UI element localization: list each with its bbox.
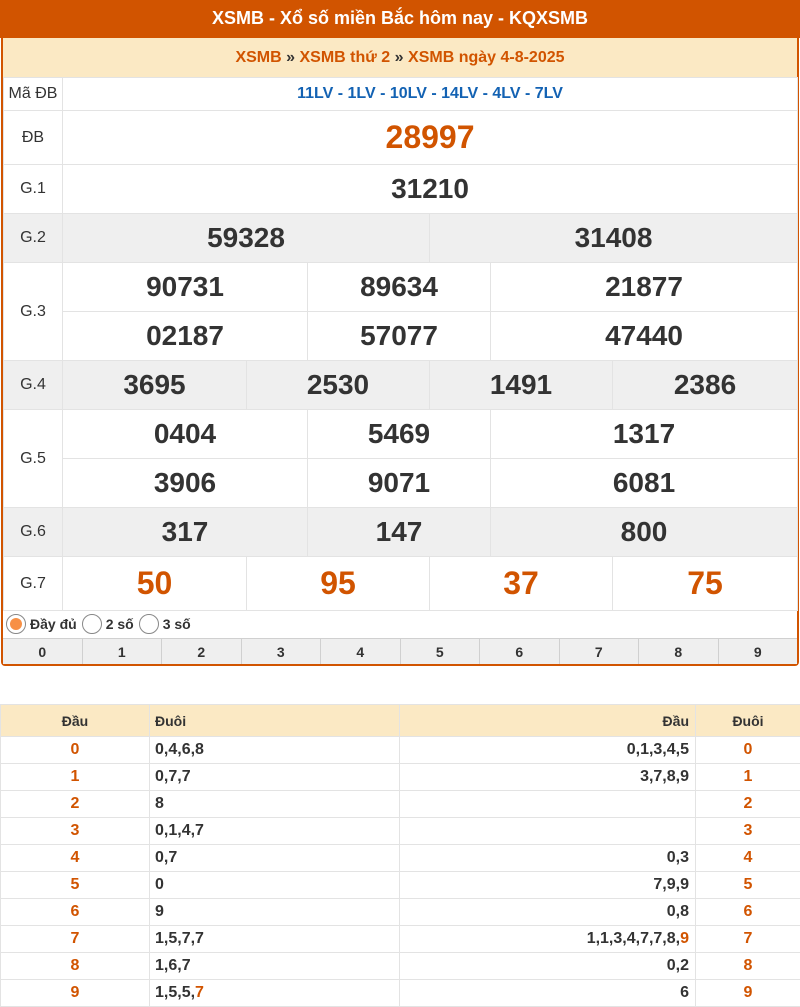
table-row bbox=[1, 980, 800, 1007]
dau-text: 7,9,9 bbox=[653, 876, 689, 893]
breadcrumb-xsmb-thu2[interactable]: XSMB thứ 2 bbox=[300, 49, 391, 66]
duoi-text: 0,7 bbox=[155, 849, 177, 866]
duoi-values bbox=[150, 737, 400, 764]
dau-text: 0,8 bbox=[667, 903, 689, 920]
option-2-digits-label: 2 số bbox=[106, 616, 134, 632]
duoi-text: 1,5,5, bbox=[155, 984, 195, 1001]
breadcrumb-xsmb-date[interactable]: XSMB ngày 4-8-2025 bbox=[408, 49, 565, 66]
duoi-cell: 7 bbox=[696, 926, 800, 953]
prize-g6: 317 bbox=[63, 508, 308, 557]
ma-db-value: 11LV - 1LV - 10LV - 14LV - 4LV - 7LV bbox=[63, 78, 798, 111]
dau-cell: 1 bbox=[1, 764, 150, 791]
dau-text: 0,2 bbox=[667, 957, 689, 974]
duoi-cell: 6 bbox=[696, 899, 800, 926]
digit-filter[interactable]: 0 bbox=[3, 639, 82, 664]
option-full[interactable] bbox=[6, 614, 77, 634]
digit-filter-bar bbox=[3, 638, 797, 664]
duoi-cell: 0 bbox=[696, 737, 800, 764]
header-dau: Đầu bbox=[1, 705, 150, 737]
dau-values bbox=[400, 953, 696, 980]
duoi-cell: 5 bbox=[696, 872, 800, 899]
duoi-values bbox=[150, 845, 400, 872]
duoi-text: 0 bbox=[155, 876, 164, 893]
duoi-highlight: 7 bbox=[195, 984, 204, 1001]
header-duoi: Đuôi bbox=[696, 705, 800, 737]
prize-g6: 800 bbox=[491, 508, 798, 557]
table-row bbox=[1, 791, 800, 818]
results-table bbox=[3, 77, 798, 611]
prize-g4: 1491 bbox=[430, 361, 613, 410]
dau-cell: 2 bbox=[1, 791, 150, 818]
prize-g6: 147 bbox=[308, 508, 491, 557]
g3-label: G.3 bbox=[4, 263, 63, 361]
dau-cell: 4 bbox=[1, 845, 150, 872]
special-prize: 28997 bbox=[63, 111, 798, 165]
table-row bbox=[1, 926, 800, 953]
prize-g3: 21877 bbox=[491, 263, 798, 312]
breadcrumb bbox=[3, 38, 797, 77]
table-row bbox=[1, 872, 800, 899]
duoi-values bbox=[150, 899, 400, 926]
table-row bbox=[1, 845, 800, 872]
option-3-digits-label: 3 số bbox=[163, 616, 191, 632]
dau-values bbox=[400, 899, 696, 926]
prize-g2: 31408 bbox=[430, 214, 798, 263]
g7-label: G.7 bbox=[4, 557, 63, 611]
prize-g4: 3695 bbox=[63, 361, 247, 410]
dau-text: 0,3 bbox=[667, 849, 689, 866]
dau-values bbox=[400, 926, 696, 953]
loto-table bbox=[0, 704, 800, 1007]
dau-cell: 8 bbox=[1, 953, 150, 980]
page-title: XSMB - Xổ số miền Bắc hôm nay - KQXSMB bbox=[0, 0, 800, 38]
g4-label: G.4 bbox=[4, 361, 63, 410]
prize-g3: 02187 bbox=[63, 312, 308, 361]
prize-g5: 3906 bbox=[63, 459, 308, 508]
db-label: ĐB bbox=[4, 111, 63, 165]
option-2-digits[interactable] bbox=[82, 614, 134, 634]
display-options bbox=[3, 610, 797, 638]
duoi-text: 0,4,6,8 bbox=[155, 741, 204, 758]
duoi-cell: 3 bbox=[696, 818, 800, 845]
prize-g4: 2386 bbox=[613, 361, 798, 410]
prize-g3: 90731 bbox=[63, 263, 308, 312]
duoi-text: 0,7,7 bbox=[155, 768, 191, 785]
dau-cell: 3 bbox=[1, 818, 150, 845]
duoi-values bbox=[150, 872, 400, 899]
duoi-text: 9 bbox=[155, 903, 164, 920]
prize-g2: 59328 bbox=[63, 214, 430, 263]
duoi-values bbox=[150, 764, 400, 791]
breadcrumb-separator: » bbox=[286, 49, 295, 66]
digit-filter[interactable]: 3 bbox=[241, 639, 321, 664]
dau-text: 1,1,3,4,7,7,8, bbox=[587, 930, 680, 947]
table-row bbox=[1, 737, 800, 764]
duoi-cell: 8 bbox=[696, 953, 800, 980]
duoi-values bbox=[150, 818, 400, 845]
dau-cell: 6 bbox=[1, 899, 150, 926]
prize-g3: 47440 bbox=[491, 312, 798, 361]
duoi-values bbox=[150, 791, 400, 818]
table-row bbox=[1, 953, 800, 980]
duoi-values bbox=[150, 980, 400, 1007]
prize-g7: 95 bbox=[247, 557, 430, 611]
radio-icon[interactable] bbox=[82, 614, 102, 634]
prize-g5: 0404 bbox=[63, 410, 308, 459]
g5-label: G.5 bbox=[4, 410, 63, 508]
duoi-text: 1,6,7 bbox=[155, 957, 191, 974]
dau-text: 6 bbox=[680, 984, 689, 1001]
digit-filter[interactable]: 9 bbox=[718, 639, 798, 664]
duoi-values bbox=[150, 926, 400, 953]
prize-g7: 37 bbox=[430, 557, 613, 611]
prize-g3: 89634 bbox=[308, 263, 491, 312]
dau-values bbox=[400, 872, 696, 899]
prize-g5: 6081 bbox=[491, 459, 798, 508]
dau-values bbox=[400, 737, 696, 764]
digit-filter[interactable]: 7 bbox=[559, 639, 639, 664]
radio-icon[interactable] bbox=[139, 614, 159, 634]
dau-values bbox=[400, 791, 696, 818]
option-3-digits[interactable] bbox=[139, 614, 191, 634]
dau-cell: 0 bbox=[1, 737, 150, 764]
duoi-text: 8 bbox=[155, 795, 164, 812]
breadcrumb-separator: » bbox=[395, 49, 404, 66]
prize-g5: 1317 bbox=[491, 410, 798, 459]
dau-values bbox=[400, 845, 696, 872]
header-duoi: Đuôi bbox=[150, 705, 400, 737]
dau-cell: 5 bbox=[1, 872, 150, 899]
digit-filter[interactable]: 8 bbox=[638, 639, 718, 664]
dau-values bbox=[400, 764, 696, 791]
digit-filter[interactable]: 6 bbox=[479, 639, 559, 664]
g1-label: G.1 bbox=[4, 165, 63, 214]
table-row bbox=[1, 764, 800, 791]
dau-text: 0,1,3,4,5 bbox=[627, 741, 689, 758]
dau-values bbox=[400, 980, 696, 1007]
duoi-cell: 1 bbox=[696, 764, 800, 791]
prize-g7: 75 bbox=[613, 557, 798, 611]
prize-g1: 31210 bbox=[63, 165, 798, 214]
duoi-text: 0,1,4,7 bbox=[155, 822, 204, 839]
dau-cell: 9 bbox=[1, 980, 150, 1007]
table-row bbox=[1, 818, 800, 845]
table-row bbox=[1, 899, 800, 926]
option-full-label: Đầy đủ bbox=[30, 616, 77, 632]
digit-filter[interactable]: 5 bbox=[400, 639, 480, 664]
dau-values bbox=[400, 818, 696, 845]
header-dau: Đầu bbox=[400, 705, 696, 737]
g6-label: G.6 bbox=[4, 508, 63, 557]
dau-cell: 7 bbox=[1, 926, 150, 953]
duoi-text: 1,5,7,7 bbox=[155, 930, 204, 947]
duoi-cell: 4 bbox=[696, 845, 800, 872]
digit-filter[interactable]: 1 bbox=[82, 639, 162, 664]
dau-highlight: 9 bbox=[680, 930, 689, 947]
ma-db-label: Mã ĐB bbox=[4, 78, 63, 111]
prize-g5: 9071 bbox=[308, 459, 491, 508]
duoi-values bbox=[150, 953, 400, 980]
digit-filter[interactable]: 2 bbox=[161, 639, 241, 664]
prize-g7: 50 bbox=[63, 557, 247, 611]
digit-filter[interactable]: 4 bbox=[320, 639, 400, 664]
duoi-cell: 9 bbox=[696, 980, 800, 1007]
prize-g3: 57077 bbox=[308, 312, 491, 361]
prize-g5: 5469 bbox=[308, 410, 491, 459]
g2-label: G.2 bbox=[4, 214, 63, 263]
prize-g4: 2530 bbox=[247, 361, 430, 410]
duoi-cell: 2 bbox=[696, 791, 800, 818]
dau-text: 3,7,8,9 bbox=[640, 768, 689, 785]
breadcrumb-xsmb[interactable]: XSMB bbox=[235, 49, 281, 66]
radio-selected-icon[interactable] bbox=[6, 614, 26, 634]
